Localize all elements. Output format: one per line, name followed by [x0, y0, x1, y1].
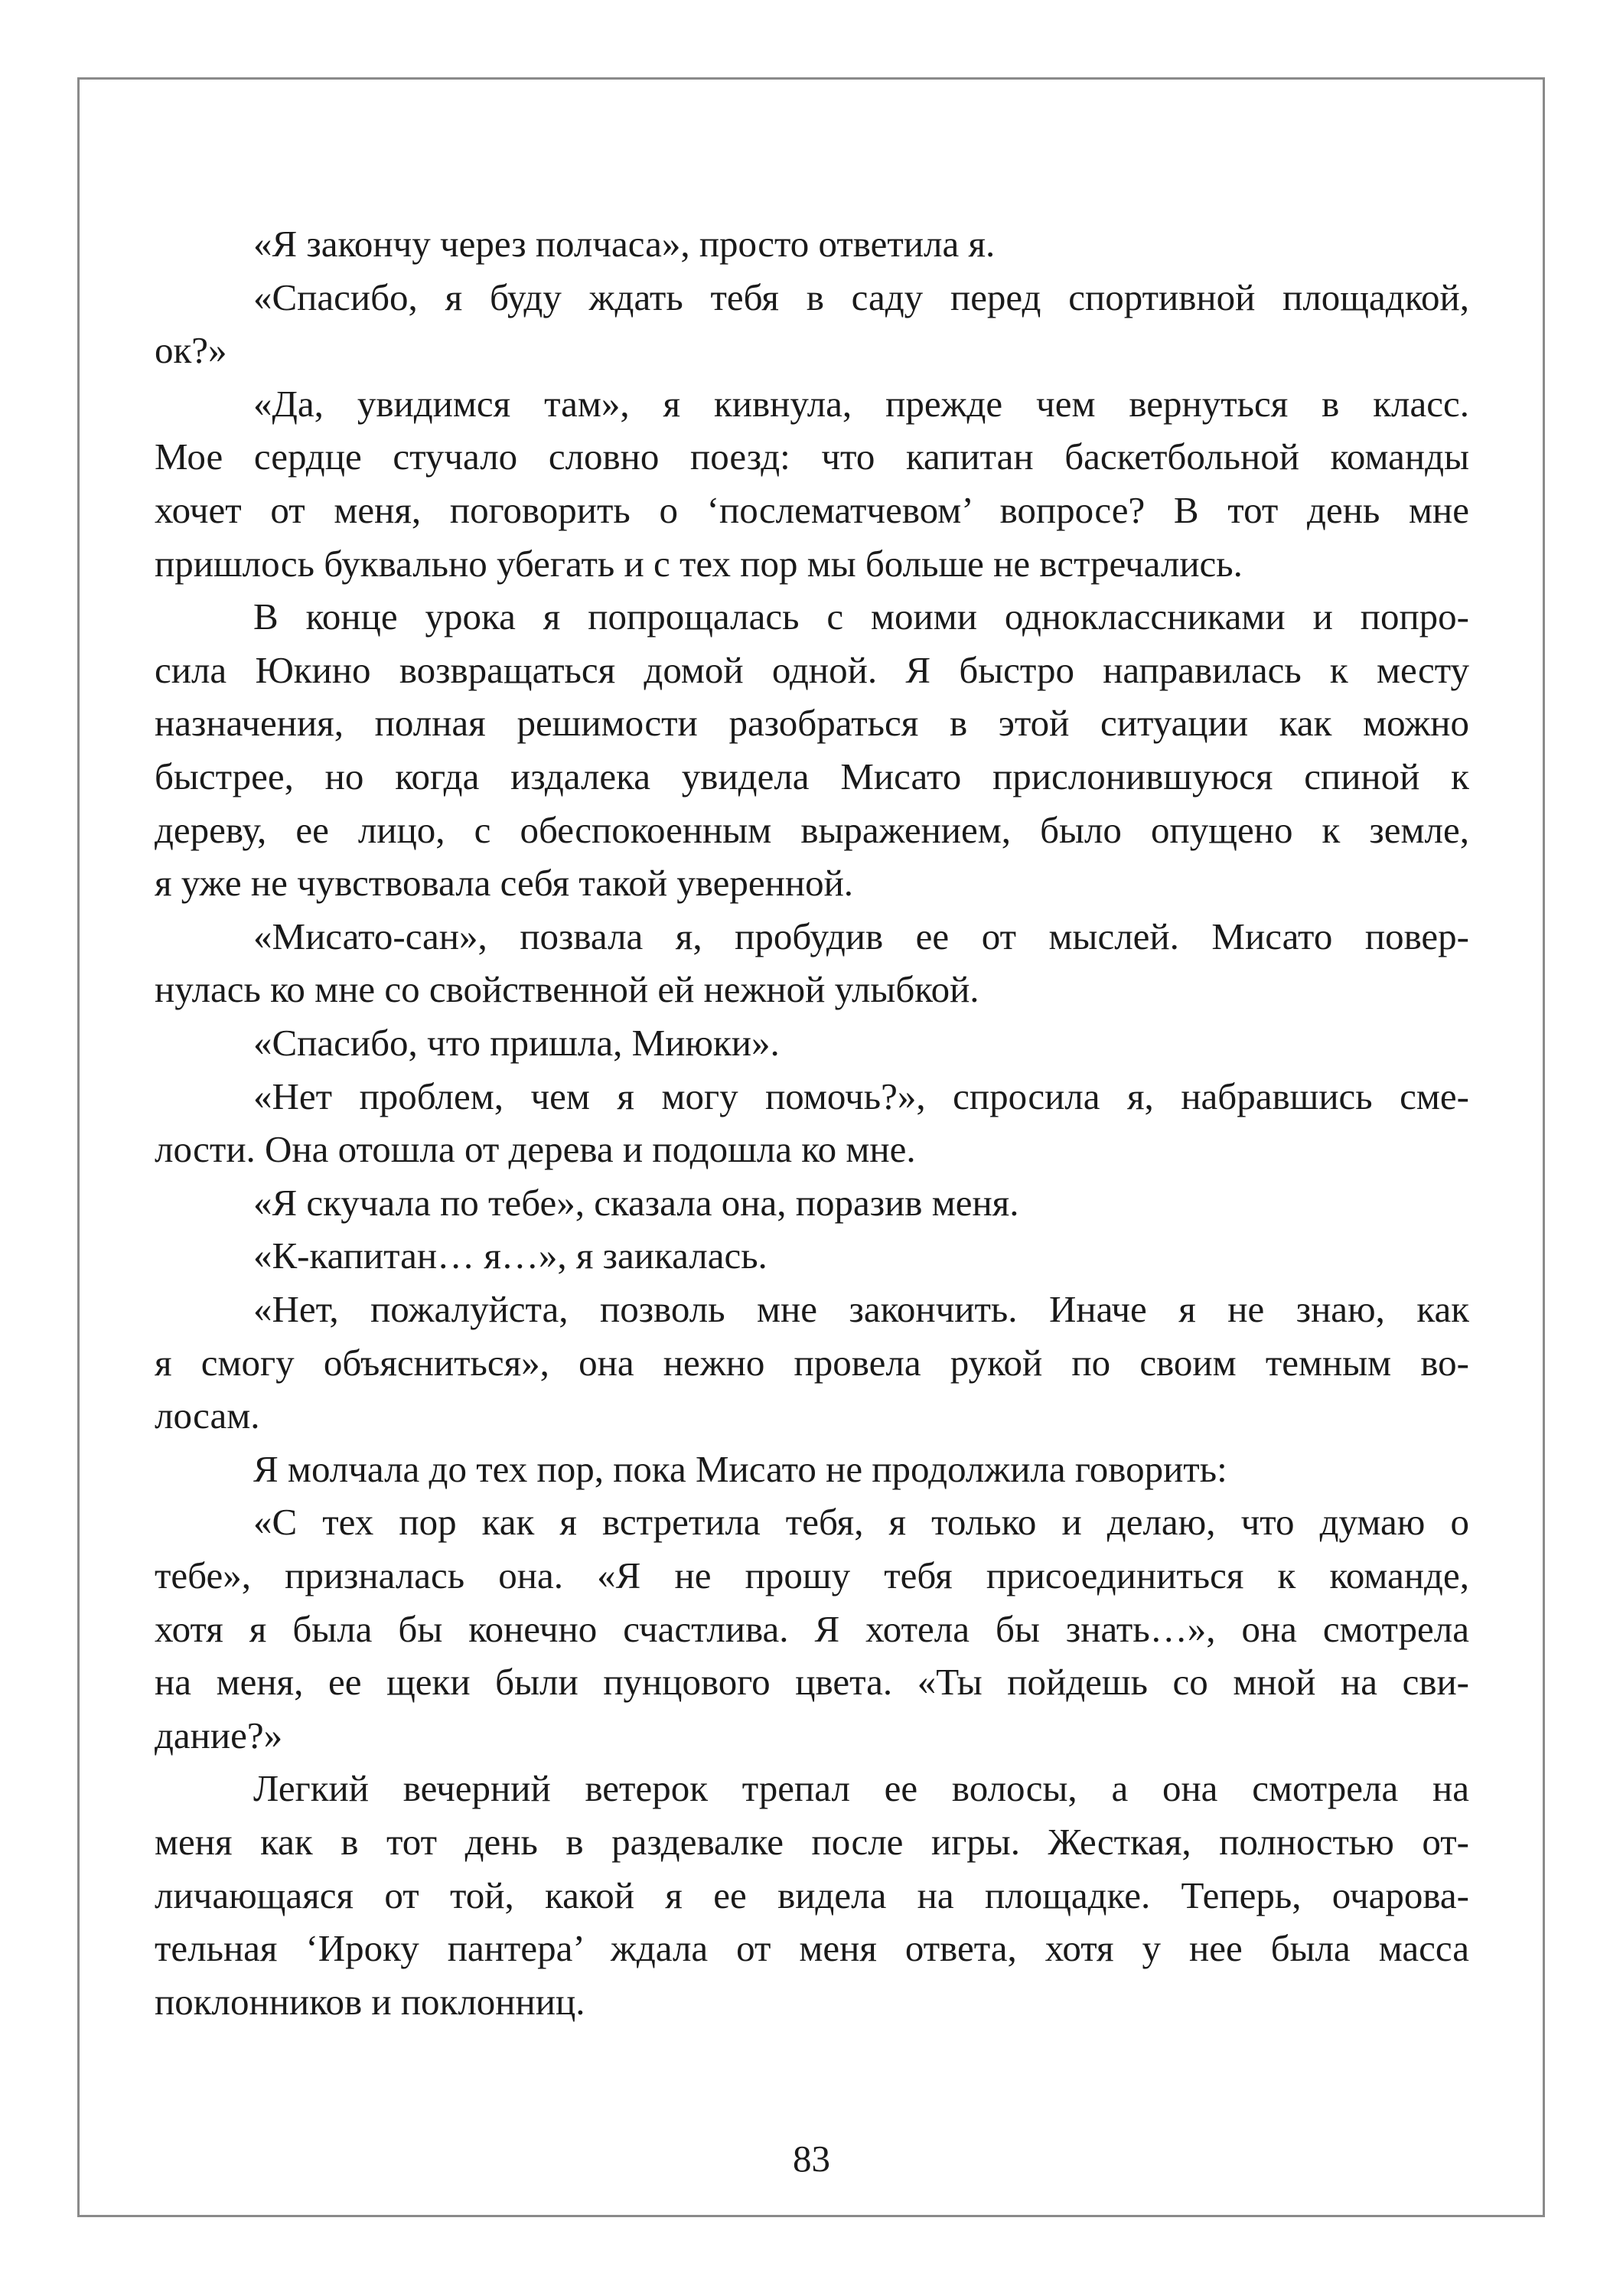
text-line: «Да, увидимся там», я кивнула, прежде чем вернуться в класс. [253, 383, 1469, 425]
text-line: «Спасибо, что пришла, Миюки». [253, 1022, 780, 1064]
page-number: 83 [793, 2138, 830, 2180]
text-line: «Нет проблем, чем я могу помочь?», спросила я, набравшись сме- [253, 1075, 1469, 1117]
text-line: лосам. [155, 1394, 260, 1437]
text-line: личающаяся от той, какой я ее видела на площадке. Теперь, очарова- [155, 1874, 1469, 1916]
text-line: Легкий вечерний ветерок трепал ее волосы, а она смотрела на [253, 1767, 1469, 1809]
text-line: пришлось буквально убегать и с тех пор мы больше не встречались. [155, 543, 1243, 585]
text-line: дереву, ее лицо, с обеспокоенным выражением, было опущено к земле, [155, 809, 1469, 851]
text-line: тельная ‘Ироку пантера’ ждала от меня ответа, хотя у нее была масса [155, 1927, 1469, 1969]
text-line: «Я закончу через полчаса», просто ответила я. [253, 223, 996, 265]
text-line: тебе», призналась она. «Я не прошу тебя присоединиться к команде, [155, 1554, 1469, 1596]
text-line: «Нет, пожалуйста, позволь мне закончить. Иначе я не знаю, как [253, 1288, 1469, 1330]
text-line: поклонников и поклонниц. [155, 1981, 585, 2023]
text-line: «С тех пор как я встретила тебя, я только и делаю, что думаю о [253, 1501, 1469, 1543]
text-line: я смогу объясниться», она нежно провела рукой по своим темным во- [155, 1342, 1469, 1384]
text-line: меня как в тот день в раздевалке после игры. Жесткая, полностью от- [155, 1821, 1469, 1863]
text-line: назначения, полная решимости разобраться в этой ситуации как можно [155, 702, 1469, 744]
text-line: хотя я была бы конечно счастлива. Я хотела бы знать…», она смотрела [155, 1608, 1469, 1650]
text-line: «Спасибо, я буду ждать тебя в саду перед спортивной площадкой, [253, 276, 1469, 318]
text-line: Я молчала до тех пор, пока Мисато не продолжила говорить: [253, 1448, 1227, 1490]
text-line: «К-капитан… я…», я заикалась. [253, 1234, 768, 1277]
text-line: лости. Она отошла от дерева и подошла ко мне. [155, 1128, 916, 1170]
text-line: «Я скучала по тебе», сказала она, поразив меня. [253, 1182, 1019, 1224]
text-line: я уже не чувствовала себя такой уверенной. [155, 862, 854, 904]
text-line: ок?» [155, 329, 227, 371]
text-line: быстрее, но когда издалека увидела Мисато прислонившуюся спиной к [155, 755, 1469, 797]
text-line: Мое сердце стучало словно поезд: что капитан баскетбольной команды [155, 435, 1469, 478]
text-line: хочет от меня, поговорить о ‘послематчевом’ вопросе? В тот день мне [155, 489, 1469, 531]
text-line: нулась ко мне со свойственной ей нежной улыбкой. [155, 968, 979, 1010]
text-line: «Мисато-сан», позвала я, пробудив ее от мыслей. Мисато повер- [253, 915, 1469, 957]
text-line: дание?» [155, 1714, 283, 1756]
text-line: на меня, ее щеки были пунцового цвета. «Ты пойдешь со мной на сви- [155, 1661, 1469, 1703]
text-line: сила Юкино возвращаться домой одной. Я быстро направилась к месту [155, 649, 1469, 691]
text-line: В конце урока я попрощалась с моими одноклассниками и попро- [253, 595, 1469, 638]
